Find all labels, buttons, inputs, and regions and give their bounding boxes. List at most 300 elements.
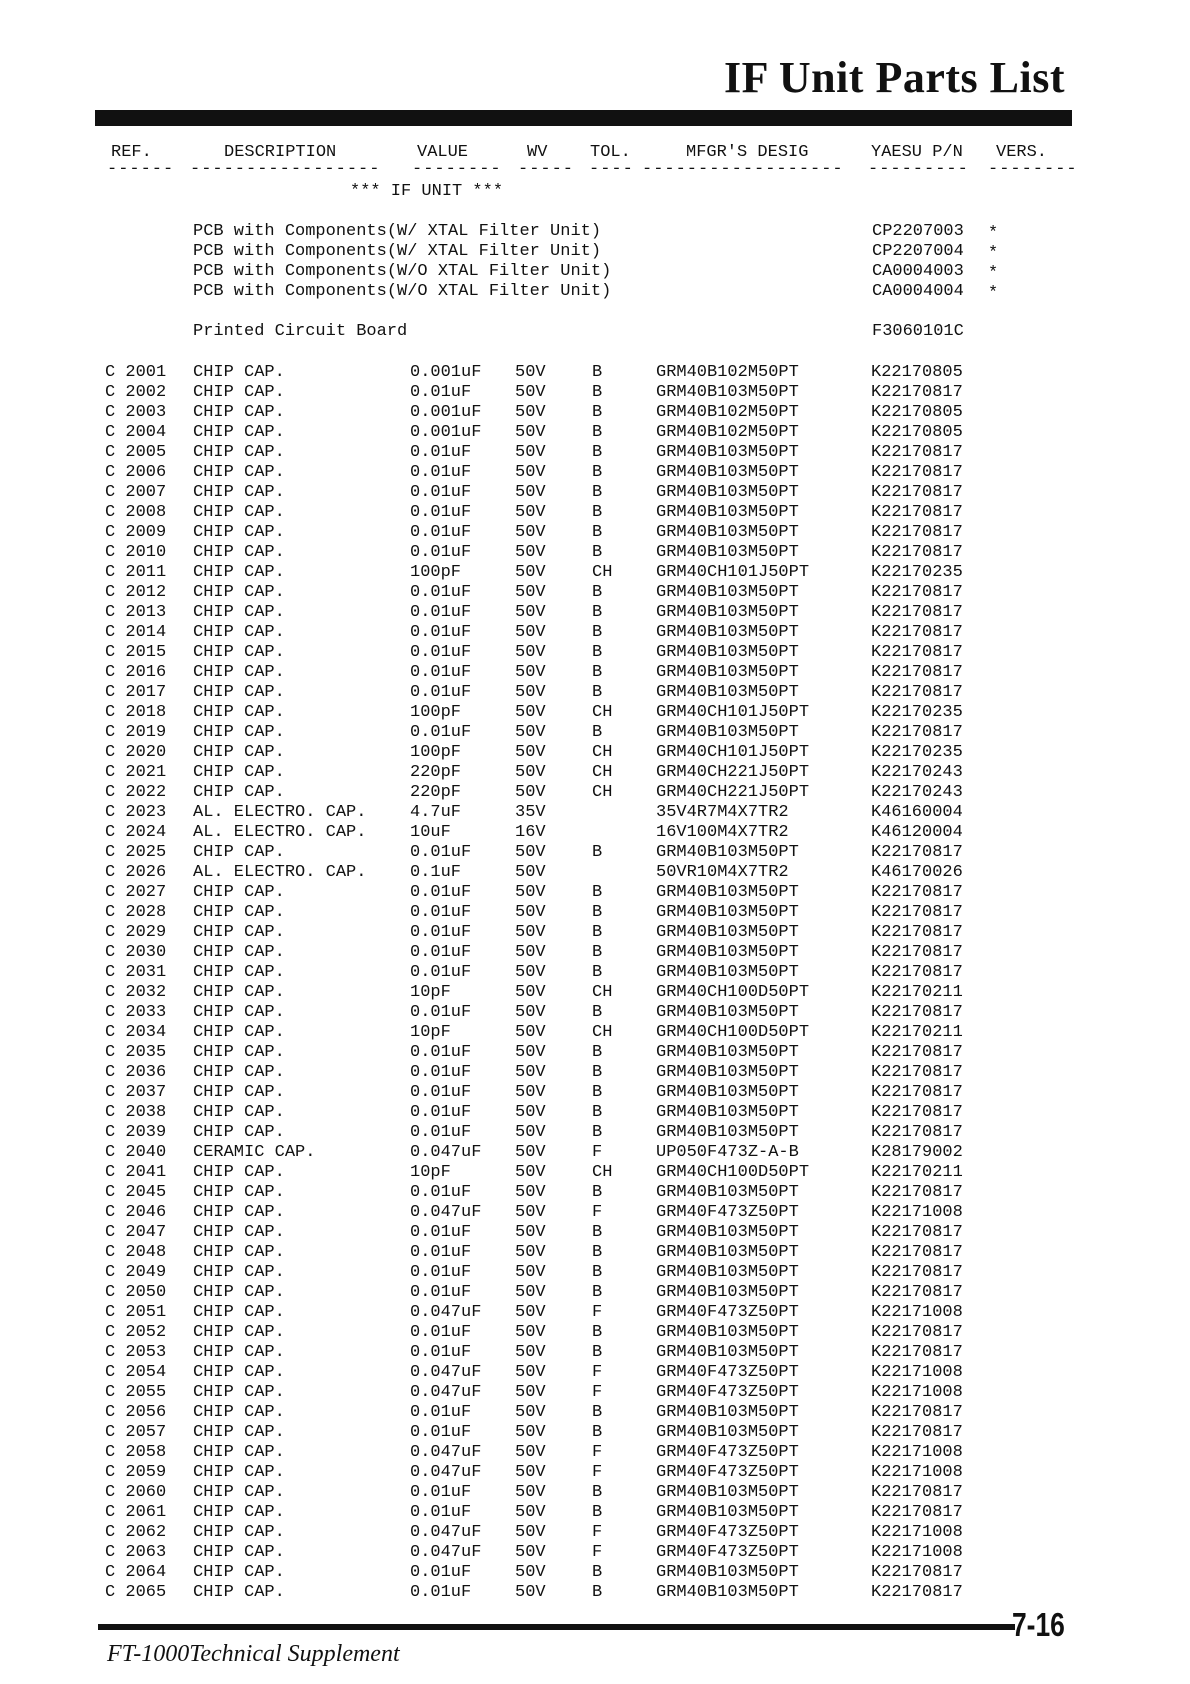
part-description: CHIP CAP. <box>193 1103 285 1122</box>
part-tol: B <box>592 1483 603 1502</box>
part-mfgr: GRM40B103M50PT <box>656 923 799 942</box>
part-tol: B <box>592 723 603 742</box>
part-ref: C 2028 <box>105 903 167 922</box>
part-pn: K22171008 <box>871 1303 963 1322</box>
part-tol: B <box>592 1123 603 1142</box>
dash-pn: --------- <box>868 160 969 179</box>
col-pn: YAESU P/N <box>871 143 963 162</box>
col-description: DESCRIPTION <box>224 143 337 162</box>
part-description: CHIP CAP. <box>193 1283 285 1302</box>
part-ref: C 2057 <box>105 1423 167 1442</box>
part-ref: C 2003 <box>105 403 167 422</box>
pcb-vers: * <box>988 224 999 243</box>
part-pn: K22171008 <box>871 1543 963 1562</box>
part-description: CHIP CAP. <box>193 423 285 442</box>
part-tol: B <box>592 1183 603 1202</box>
dash-vers: -------- <box>988 160 1078 179</box>
part-description: CHIP CAP. <box>193 1443 285 1462</box>
part-description: CHIP CAP. <box>193 1063 285 1082</box>
part-pn: K22170243 <box>871 763 963 782</box>
part-value: 0.01uF <box>410 443 472 462</box>
part-tol: F <box>592 1203 603 1222</box>
part-wv: 50V <box>515 923 546 942</box>
part-pn: K22170817 <box>871 663 963 682</box>
part-value: 0.047uF <box>410 1363 482 1382</box>
part-description: CHIP CAP. <box>193 963 285 982</box>
part-mfgr: GRM40B103M50PT <box>656 643 799 662</box>
part-tol: F <box>592 1383 603 1402</box>
part-description: CHIP CAP. <box>193 543 285 562</box>
part-description: CHIP CAP. <box>193 1243 285 1262</box>
part-wv: 50V <box>515 503 546 522</box>
part-value: 0.047uF <box>410 1543 482 1562</box>
part-description: CHIP CAP. <box>193 1303 285 1322</box>
part-tol: B <box>592 1323 603 1342</box>
part-tol: B <box>592 1043 603 1062</box>
part-wv: 50V <box>515 1123 546 1142</box>
table-row <box>0 1063 1190 1083</box>
part-ref: C 2061 <box>105 1503 167 1522</box>
part-pn: K22171008 <box>871 1363 963 1382</box>
part-wv: 50V <box>515 1323 546 1342</box>
part-description: CHIP CAP. <box>193 463 285 482</box>
part-pn: K22170817 <box>871 523 963 542</box>
part-pn: K22170817 <box>871 1083 963 1102</box>
part-value: 0.01uF <box>410 1583 472 1602</box>
part-value: 0.01uF <box>410 723 472 742</box>
part-description: CHIP CAP. <box>193 903 285 922</box>
part-mfgr: GRM40B103M50PT <box>656 443 799 462</box>
part-pn: K22170817 <box>871 1003 963 1022</box>
part-description: CHIP CAP. <box>193 843 285 862</box>
part-ref: C 2032 <box>105 983 167 1002</box>
part-wv: 50V <box>515 1203 546 1222</box>
part-value: 0.01uF <box>410 1323 472 1342</box>
part-ref: C 2050 <box>105 1283 167 1302</box>
dash-tol: ---- <box>589 160 634 179</box>
part-ref: C 2065 <box>105 1583 167 1602</box>
col-value: VALUE <box>417 143 469 162</box>
part-ref: C 2014 <box>105 623 167 642</box>
part-mfgr: 35V4R7M4X7TR2 <box>656 803 789 822</box>
part-value: 0.047uF <box>410 1523 482 1542</box>
table-row <box>0 503 1190 523</box>
part-mfgr: GRM40B103M50PT <box>656 1123 799 1142</box>
table-row <box>0 703 1190 723</box>
table-row <box>0 1283 1190 1303</box>
part-ref: C 2011 <box>105 563 167 582</box>
part-value: 0.01uF <box>410 1423 472 1442</box>
part-tol: B <box>592 623 603 642</box>
table-row <box>0 403 1190 423</box>
board-pn: F3060101C <box>872 322 964 341</box>
part-tol: B <box>592 963 603 982</box>
table-row <box>0 1323 1190 1343</box>
part-wv: 50V <box>515 1303 546 1322</box>
part-pn: K22170817 <box>871 583 963 602</box>
part-pn: K22170817 <box>871 1503 963 1522</box>
part-wv: 50V <box>515 543 546 562</box>
part-description: CHIP CAP. <box>193 723 285 742</box>
part-description: CHIP CAP. <box>193 1563 285 1582</box>
part-description: CHIP CAP. <box>193 603 285 622</box>
part-value: 10pF <box>410 1023 451 1042</box>
table-row <box>0 1343 1190 1363</box>
part-pn: K22170211 <box>871 1163 963 1182</box>
part-pn: K22171008 <box>871 1383 963 1402</box>
table-row <box>0 443 1190 463</box>
table-row <box>0 1543 1190 1563</box>
table-row <box>0 1363 1190 1383</box>
part-value: 0.01uF <box>410 1283 472 1302</box>
part-ref: C 2015 <box>105 643 167 662</box>
part-tol: B <box>592 1403 603 1422</box>
part-pn: K22170235 <box>871 703 963 722</box>
part-pn: K22170817 <box>871 1183 963 1202</box>
part-description: CHIP CAP. <box>193 403 285 422</box>
part-wv: 50V <box>515 623 546 642</box>
part-value: 10pF <box>410 983 451 1002</box>
part-value: 0.01uF <box>410 503 472 522</box>
part-ref: C 2058 <box>105 1443 167 1462</box>
part-value: 0.01uF <box>410 843 472 862</box>
part-wv: 50V <box>515 683 546 702</box>
table-row <box>0 1483 1190 1503</box>
part-description: CHIP CAP. <box>193 1423 285 1442</box>
part-description: CHIP CAP. <box>193 783 285 802</box>
part-pn: K22170211 <box>871 1023 963 1042</box>
part-ref: C 2021 <box>105 763 167 782</box>
part-ref: C 2056 <box>105 1403 167 1422</box>
part-description: CHIP CAP. <box>193 363 285 382</box>
part-mfgr: GRM40B103M50PT <box>656 1043 799 1062</box>
table-row <box>0 1003 1190 1023</box>
part-tol: B <box>592 1423 603 1442</box>
part-value: 0.01uF <box>410 1263 472 1282</box>
dash-description: ----------------- <box>190 160 381 179</box>
part-ref: C 2053 <box>105 1343 167 1362</box>
part-ref: C 2055 <box>105 1383 167 1402</box>
part-ref: C 2029 <box>105 923 167 942</box>
table-row <box>0 1223 1190 1243</box>
part-value: 0.01uF <box>410 1343 472 1362</box>
col-mfgr: MFGR'S DESIG <box>686 143 809 162</box>
part-wv: 50V <box>515 863 546 882</box>
part-pn: K22170817 <box>871 1123 963 1142</box>
part-mfgr: GRM40B103M50PT <box>656 1083 799 1102</box>
part-tol: CH <box>592 763 613 782</box>
part-pn: K22170817 <box>871 683 963 702</box>
part-pn: K22170817 <box>871 1263 963 1282</box>
part-description: CHIP CAP. <box>193 643 285 662</box>
page-number: 7-16 <box>1012 1606 1065 1643</box>
part-wv: 50V <box>515 1403 546 1422</box>
part-ref: C 2059 <box>105 1463 167 1482</box>
part-tol: F <box>592 1303 603 1322</box>
part-tol: F <box>592 1363 603 1382</box>
part-ref: C 2052 <box>105 1323 167 1342</box>
part-ref: C 2047 <box>105 1223 167 1242</box>
part-wv: 50V <box>515 1503 546 1522</box>
part-mfgr: GRM40B103M50PT <box>656 1003 799 1022</box>
part-pn: K22170817 <box>871 503 963 522</box>
part-mfgr: GRM40B103M50PT <box>656 623 799 642</box>
table-row <box>0 1143 1190 1163</box>
col-wv: WV <box>527 143 548 162</box>
part-description: CHIP CAP. <box>193 663 285 682</box>
table-row <box>0 903 1190 923</box>
table-row <box>0 743 1190 763</box>
part-ref: C 2018 <box>105 703 167 722</box>
part-tol: B <box>592 683 603 702</box>
part-tol: CH <box>592 983 613 1002</box>
part-value: 0.01uF <box>410 1563 472 1582</box>
part-value: 220pF <box>410 763 462 782</box>
part-value: 0.01uF <box>410 463 472 482</box>
part-value: 0.001uF <box>410 363 482 382</box>
part-value: 0.01uF <box>410 883 472 902</box>
part-value: 0.047uF <box>410 1443 482 1462</box>
part-tol: B <box>592 1003 603 1022</box>
part-ref: C 2034 <box>105 1023 167 1042</box>
table-row <box>0 363 1190 383</box>
table-row <box>0 563 1190 583</box>
part-tol: F <box>592 1143 603 1162</box>
pcb-description: PCB with Components(W/O XTAL Filter Unit) <box>193 262 612 281</box>
part-mfgr: GRM40B103M50PT <box>656 523 799 542</box>
part-wv: 50V <box>515 583 546 602</box>
table-row <box>0 423 1190 443</box>
part-pn: K28179002 <box>871 1143 963 1162</box>
part-value: 4.7uF <box>410 803 462 822</box>
part-tol: B <box>592 423 603 442</box>
part-description: AL. ELECTRO. CAP. <box>193 823 367 842</box>
part-wv: 50V <box>515 1563 546 1582</box>
part-tol: B <box>592 1243 603 1262</box>
part-pn: K22170817 <box>871 1063 963 1082</box>
part-mfgr: GRM40F473Z50PT <box>656 1543 799 1562</box>
table-row <box>0 583 1190 603</box>
part-pn: K22170817 <box>871 1343 963 1362</box>
part-mfgr: GRM40B103M50PT <box>656 943 799 962</box>
part-ref: C 2045 <box>105 1183 167 1202</box>
part-ref: C 2019 <box>105 723 167 742</box>
part-wv: 50V <box>515 703 546 722</box>
part-wv: 50V <box>515 603 546 622</box>
part-mfgr: GRM40B103M50PT <box>656 1483 799 1502</box>
part-description: CHIP CAP. <box>193 1483 285 1502</box>
page-title: IF Unit Parts List <box>723 53 1065 102</box>
part-mfgr: GRM40B103M50PT <box>656 683 799 702</box>
table-row <box>0 463 1190 483</box>
part-tol: CH <box>592 563 613 582</box>
part-wv: 16V <box>515 823 546 842</box>
table-row <box>0 523 1190 543</box>
part-wv: 50V <box>515 1103 546 1122</box>
part-value: 0.01uF <box>410 683 472 702</box>
part-pn: K22170817 <box>871 943 963 962</box>
table-row <box>0 803 1190 823</box>
part-pn: K22170817 <box>871 383 963 402</box>
part-value: 0.01uF <box>410 1183 472 1202</box>
part-tol: B <box>592 643 603 662</box>
part-description: CHIP CAP. <box>193 1363 285 1382</box>
table-row <box>0 983 1190 1003</box>
table-row <box>0 1203 1190 1223</box>
part-tol: B <box>592 463 603 482</box>
part-wv: 50V <box>515 1423 546 1442</box>
part-mfgr: GRM40B103M50PT <box>656 843 799 862</box>
part-ref: C 2004 <box>105 423 167 442</box>
pcb-pn: CP2207003 <box>872 222 964 241</box>
part-pn: K22170817 <box>871 723 963 742</box>
part-description: CHIP CAP. <box>193 763 285 782</box>
part-description: CHIP CAP. <box>193 1323 285 1342</box>
part-value: 0.01uF <box>410 1003 472 1022</box>
part-ref: C 2060 <box>105 1483 167 1502</box>
part-ref: C 2035 <box>105 1043 167 1062</box>
part-mfgr: GRM40F473Z50PT <box>656 1443 799 1462</box>
part-mfgr: GRM40B103M50PT <box>656 503 799 522</box>
part-value: 100pF <box>410 703 462 722</box>
part-value: 0.01uF <box>410 1123 472 1142</box>
part-ref: C 2051 <box>105 1303 167 1322</box>
part-wv: 50V <box>515 443 546 462</box>
part-mfgr: GRM40F473Z50PT <box>656 1363 799 1382</box>
part-pn: K22170235 <box>871 563 963 582</box>
table-row <box>0 783 1190 803</box>
part-pn: K22171008 <box>871 1463 963 1482</box>
part-wv: 50V <box>515 1583 546 1602</box>
part-wv: 50V <box>515 383 546 402</box>
part-pn: K22170805 <box>871 363 963 382</box>
part-pn: K22170817 <box>871 903 963 922</box>
part-value: 0.01uF <box>410 603 472 622</box>
footer-rule <box>98 1624 1015 1630</box>
part-value: 0.01uF <box>410 1223 472 1242</box>
part-pn: K22170817 <box>871 1243 963 1262</box>
part-wv: 50V <box>515 1263 546 1282</box>
part-description: CHIP CAP. <box>193 1183 285 1202</box>
part-value: 0.01uF <box>410 1403 472 1422</box>
table-row <box>0 1523 1190 1543</box>
part-mfgr: GRM40B102M50PT <box>656 403 799 422</box>
part-description: CHIP CAP. <box>193 1203 285 1222</box>
part-value: 0.01uF <box>410 643 472 662</box>
part-ref: C 2010 <box>105 543 167 562</box>
footer-text: FT-1000Technical Supplement <box>107 1641 400 1667</box>
part-pn: K22170817 <box>871 1223 963 1242</box>
part-ref: C 2027 <box>105 883 167 902</box>
table-row <box>0 883 1190 903</box>
part-wv: 50V <box>515 1043 546 1062</box>
part-ref: C 2002 <box>105 383 167 402</box>
part-pn: K22170817 <box>871 643 963 662</box>
part-tol: B <box>592 363 603 382</box>
part-pn: K22170817 <box>871 1403 963 1422</box>
table-row <box>0 843 1190 863</box>
part-pn: K22170817 <box>871 463 963 482</box>
parts-table <box>0 363 1190 1603</box>
part-pn: K22170817 <box>871 883 963 902</box>
part-ref: C 2026 <box>105 863 167 882</box>
part-tol: B <box>592 1283 603 1302</box>
part-wv: 50V <box>515 763 546 782</box>
part-pn: K22170817 <box>871 1043 963 1062</box>
part-tol: B <box>592 923 603 942</box>
part-value: 0.01uF <box>410 483 472 502</box>
part-description: CHIP CAP. <box>193 383 285 402</box>
part-wv: 50V <box>515 1063 546 1082</box>
part-value: 0.001uF <box>410 423 482 442</box>
part-tol: F <box>592 1543 603 1562</box>
dash-value: -------- <box>412 160 502 179</box>
part-pn: K22170817 <box>871 1103 963 1122</box>
part-value: 0.01uF <box>410 1243 472 1262</box>
part-mfgr: GRM40B103M50PT <box>656 723 799 742</box>
part-description: CHIP CAP. <box>193 923 285 942</box>
part-tol: B <box>592 883 603 902</box>
part-mfgr: GRM40B103M50PT <box>656 663 799 682</box>
part-value: 0.01uF <box>410 663 472 682</box>
part-wv: 50V <box>515 1523 546 1542</box>
part-pn: K22170817 <box>871 1583 963 1602</box>
part-mfgr: GRM40F473Z50PT <box>656 1203 799 1222</box>
part-pn: K22170817 <box>871 623 963 642</box>
part-ref: C 2040 <box>105 1143 167 1162</box>
part-pn: K46120004 <box>871 823 963 842</box>
part-mfgr: GRM40F473Z50PT <box>656 1303 799 1322</box>
part-mfgr: GRM40CH100D50PT <box>656 1023 810 1042</box>
part-ref: C 2054 <box>105 1363 167 1382</box>
part-value: 0.01uF <box>410 1503 472 1522</box>
pcb-description: PCB with Components(W/ XTAL Filter Unit) <box>193 242 602 261</box>
part-mfgr: GRM40B103M50PT <box>656 1263 799 1282</box>
part-description: AL. ELECTRO. CAP. <box>193 803 367 822</box>
part-tol: B <box>592 523 603 542</box>
part-description: CHIP CAP. <box>193 523 285 542</box>
pcb-vers: * <box>988 284 999 303</box>
part-value: 0.01uF <box>410 1083 472 1102</box>
part-tol: B <box>592 583 603 602</box>
part-mfgr: GRM40F473Z50PT <box>656 1463 799 1482</box>
part-tol: CH <box>592 1163 613 1182</box>
part-mfgr: GRM40B103M50PT <box>656 583 799 602</box>
part-tol: B <box>592 1263 603 1282</box>
part-mfgr: GRM40B103M50PT <box>656 883 799 902</box>
part-ref: C 2031 <box>105 963 167 982</box>
part-value: 100pF <box>410 743 462 762</box>
part-ref: C 2012 <box>105 583 167 602</box>
part-wv: 50V <box>515 643 546 662</box>
part-value: 100pF <box>410 563 462 582</box>
part-tol: CH <box>592 783 613 802</box>
part-mfgr: GRM40B103M50PT <box>656 1223 799 1242</box>
part-wv: 50V <box>515 403 546 422</box>
part-wv: 50V <box>515 1343 546 1362</box>
part-value: 0.01uF <box>410 923 472 942</box>
part-tol: F <box>592 1443 603 1462</box>
part-wv: 50V <box>515 1443 546 1462</box>
part-value: 0.01uF <box>410 523 472 542</box>
table-row <box>0 923 1190 943</box>
part-ref: C 2001 <box>105 363 167 382</box>
part-mfgr: GRM40CH101J50PT <box>656 703 810 722</box>
table-row <box>0 1403 1190 1423</box>
part-ref: C 2048 <box>105 1243 167 1262</box>
part-mfgr: 50VR10M4X7TR2 <box>656 863 789 882</box>
part-ref: C 2039 <box>105 1123 167 1142</box>
